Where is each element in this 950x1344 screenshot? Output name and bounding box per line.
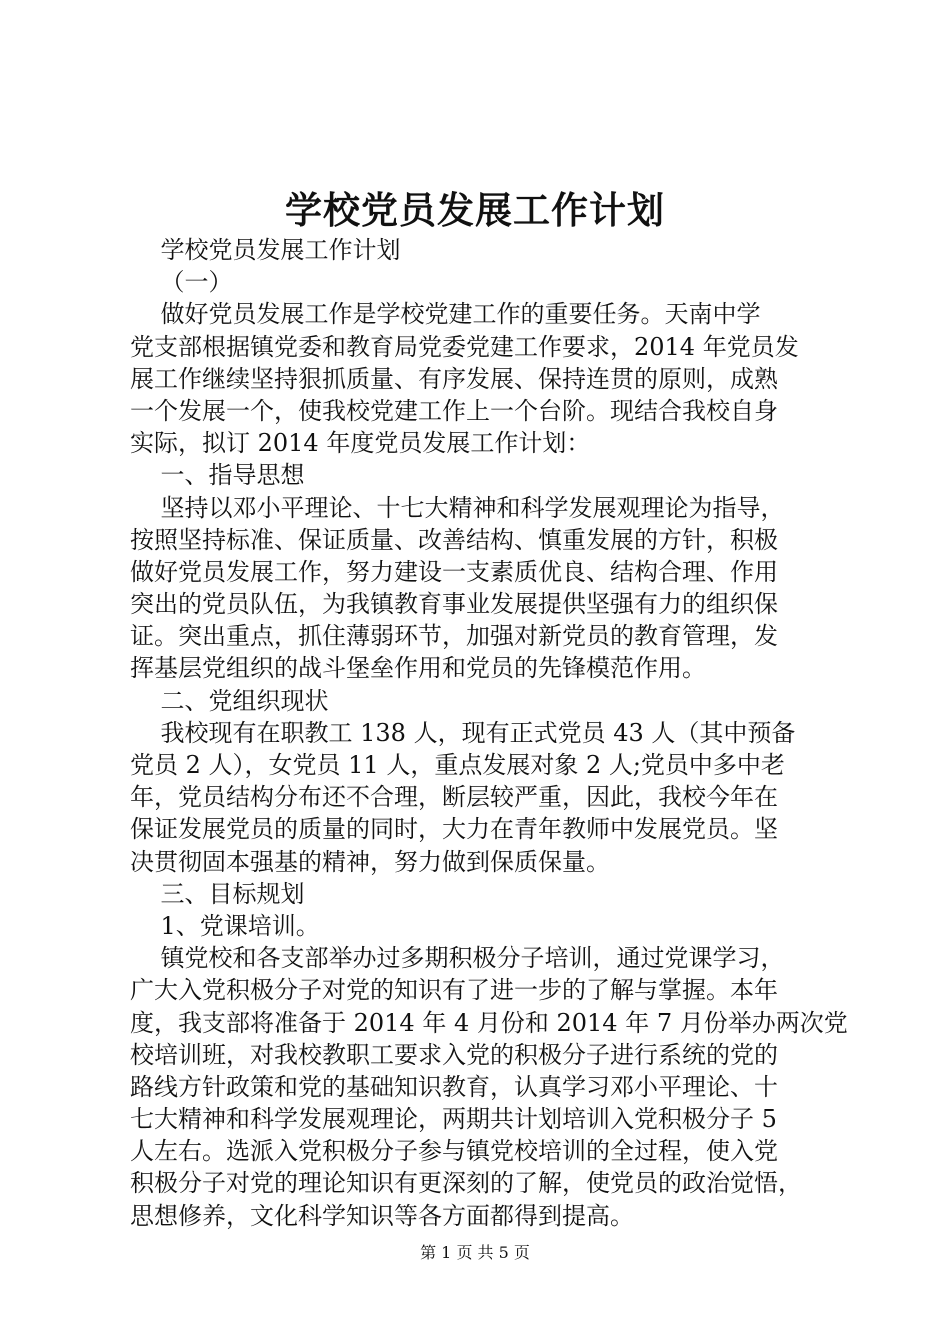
document-body <box>130 234 848 1232</box>
text-line: 实际，拟订 2014 年度党员发展工作计划： <box>130 429 591 458</box>
text-line: 路线方针政策和党的基础知识教育，认真学习邓小平理论、十 <box>130 1072 778 1101</box>
text-line: 三、目标规划 <box>130 879 305 908</box>
text-line: 积极分子对党的理论知识有更深刻的了解，使党员的政治觉悟， <box>130 1169 802 1198</box>
text-line: 证。突出重点，抓住薄弱环节，加强对新党员的教育管理，发 <box>130 622 778 651</box>
text-line: 做好党员发展工作，努力建设一支素质优良、结构合理、作用 <box>130 557 778 586</box>
text-line: 广大入党积极分子对党的知识有了进一步的了解与掌握。本年 <box>130 976 778 1005</box>
text-line: 我校现有在职教工 138 人，现有正式党员 43 人（其中预备 <box>130 718 796 747</box>
text-line: 党员 2 人），女党员 11 人，重点发展对象 2 人;党员中多中老 <box>130 751 785 779</box>
text-line: 校培训班，对我校教职工要求入党的积极分子进行系统的党的 <box>130 1040 778 1069</box>
text-line: 年，党员结构分布还不合理，断层较严重，因此，我校今年在 <box>130 783 778 812</box>
text-line: 学校党员发展工作计划 <box>130 236 401 264</box>
text-line: 展工作继续坚持狠抓质量、有序发展、保持连贯的原则，成熟 <box>130 364 778 393</box>
text-line: 做好党员发展工作是学校党建工作的重要任务。天南中学 <box>130 300 761 329</box>
text-line: 度，我支部将准备于 2014 年 4 月份和 2014 年 7 月份举办两次党 <box>130 1008 848 1037</box>
text-line: 镇党校和各支部举办过多期积极分子培训，通过党课学习， <box>130 944 785 973</box>
text-line: 人左右。选派入党积极分子参与镇党校培训的全过程，使入党 <box>130 1137 778 1166</box>
text-line: 挥基层党组织的战斗堡垒作用和党员的先锋模范作用。 <box>130 654 706 683</box>
text-line: 思想修养，文化科学知识等各方面都得到提高。 <box>130 1201 634 1230</box>
text-line: 二、党组织现状 <box>130 686 329 715</box>
text-line: 坚持以邓小平理论、十七大精神和科学发展观理论为指导， <box>130 493 785 522</box>
text-line: （一） <box>130 268 233 297</box>
page-title: 学校党员发展工作计划 <box>285 188 665 232</box>
text-line: 突出的党员队伍，为我镇教育事业发展提供坚强有力的组织保 <box>130 590 778 619</box>
page-footer: 第 1 页 共 5 页 <box>420 1243 530 1262</box>
text-line: 七大精神和科学发展观理论，两期共计划培训入党积极分子 5 <box>130 1105 777 1134</box>
text-line: 保证发展党员的质量的同时，大力在青年教师中发展党员。坚 <box>130 815 778 844</box>
text-line: 一个发展一个，使我校党建工作上一个台阶。现结合我校自身 <box>130 396 778 425</box>
text-line: 决贯彻固本强基的精神，努力做到保质保量。 <box>130 847 610 876</box>
text-line: 党支部根据镇党委和教育局党委党建工作要求，2014 年党员发 <box>130 332 799 361</box>
text-line: 按照坚持标准、保证质量、改善结构、慎重发展的方针，积极 <box>130 525 778 554</box>
text-line: 一、指导思想 <box>130 461 305 490</box>
text-line: 1、党课培训。 <box>130 911 320 940</box>
